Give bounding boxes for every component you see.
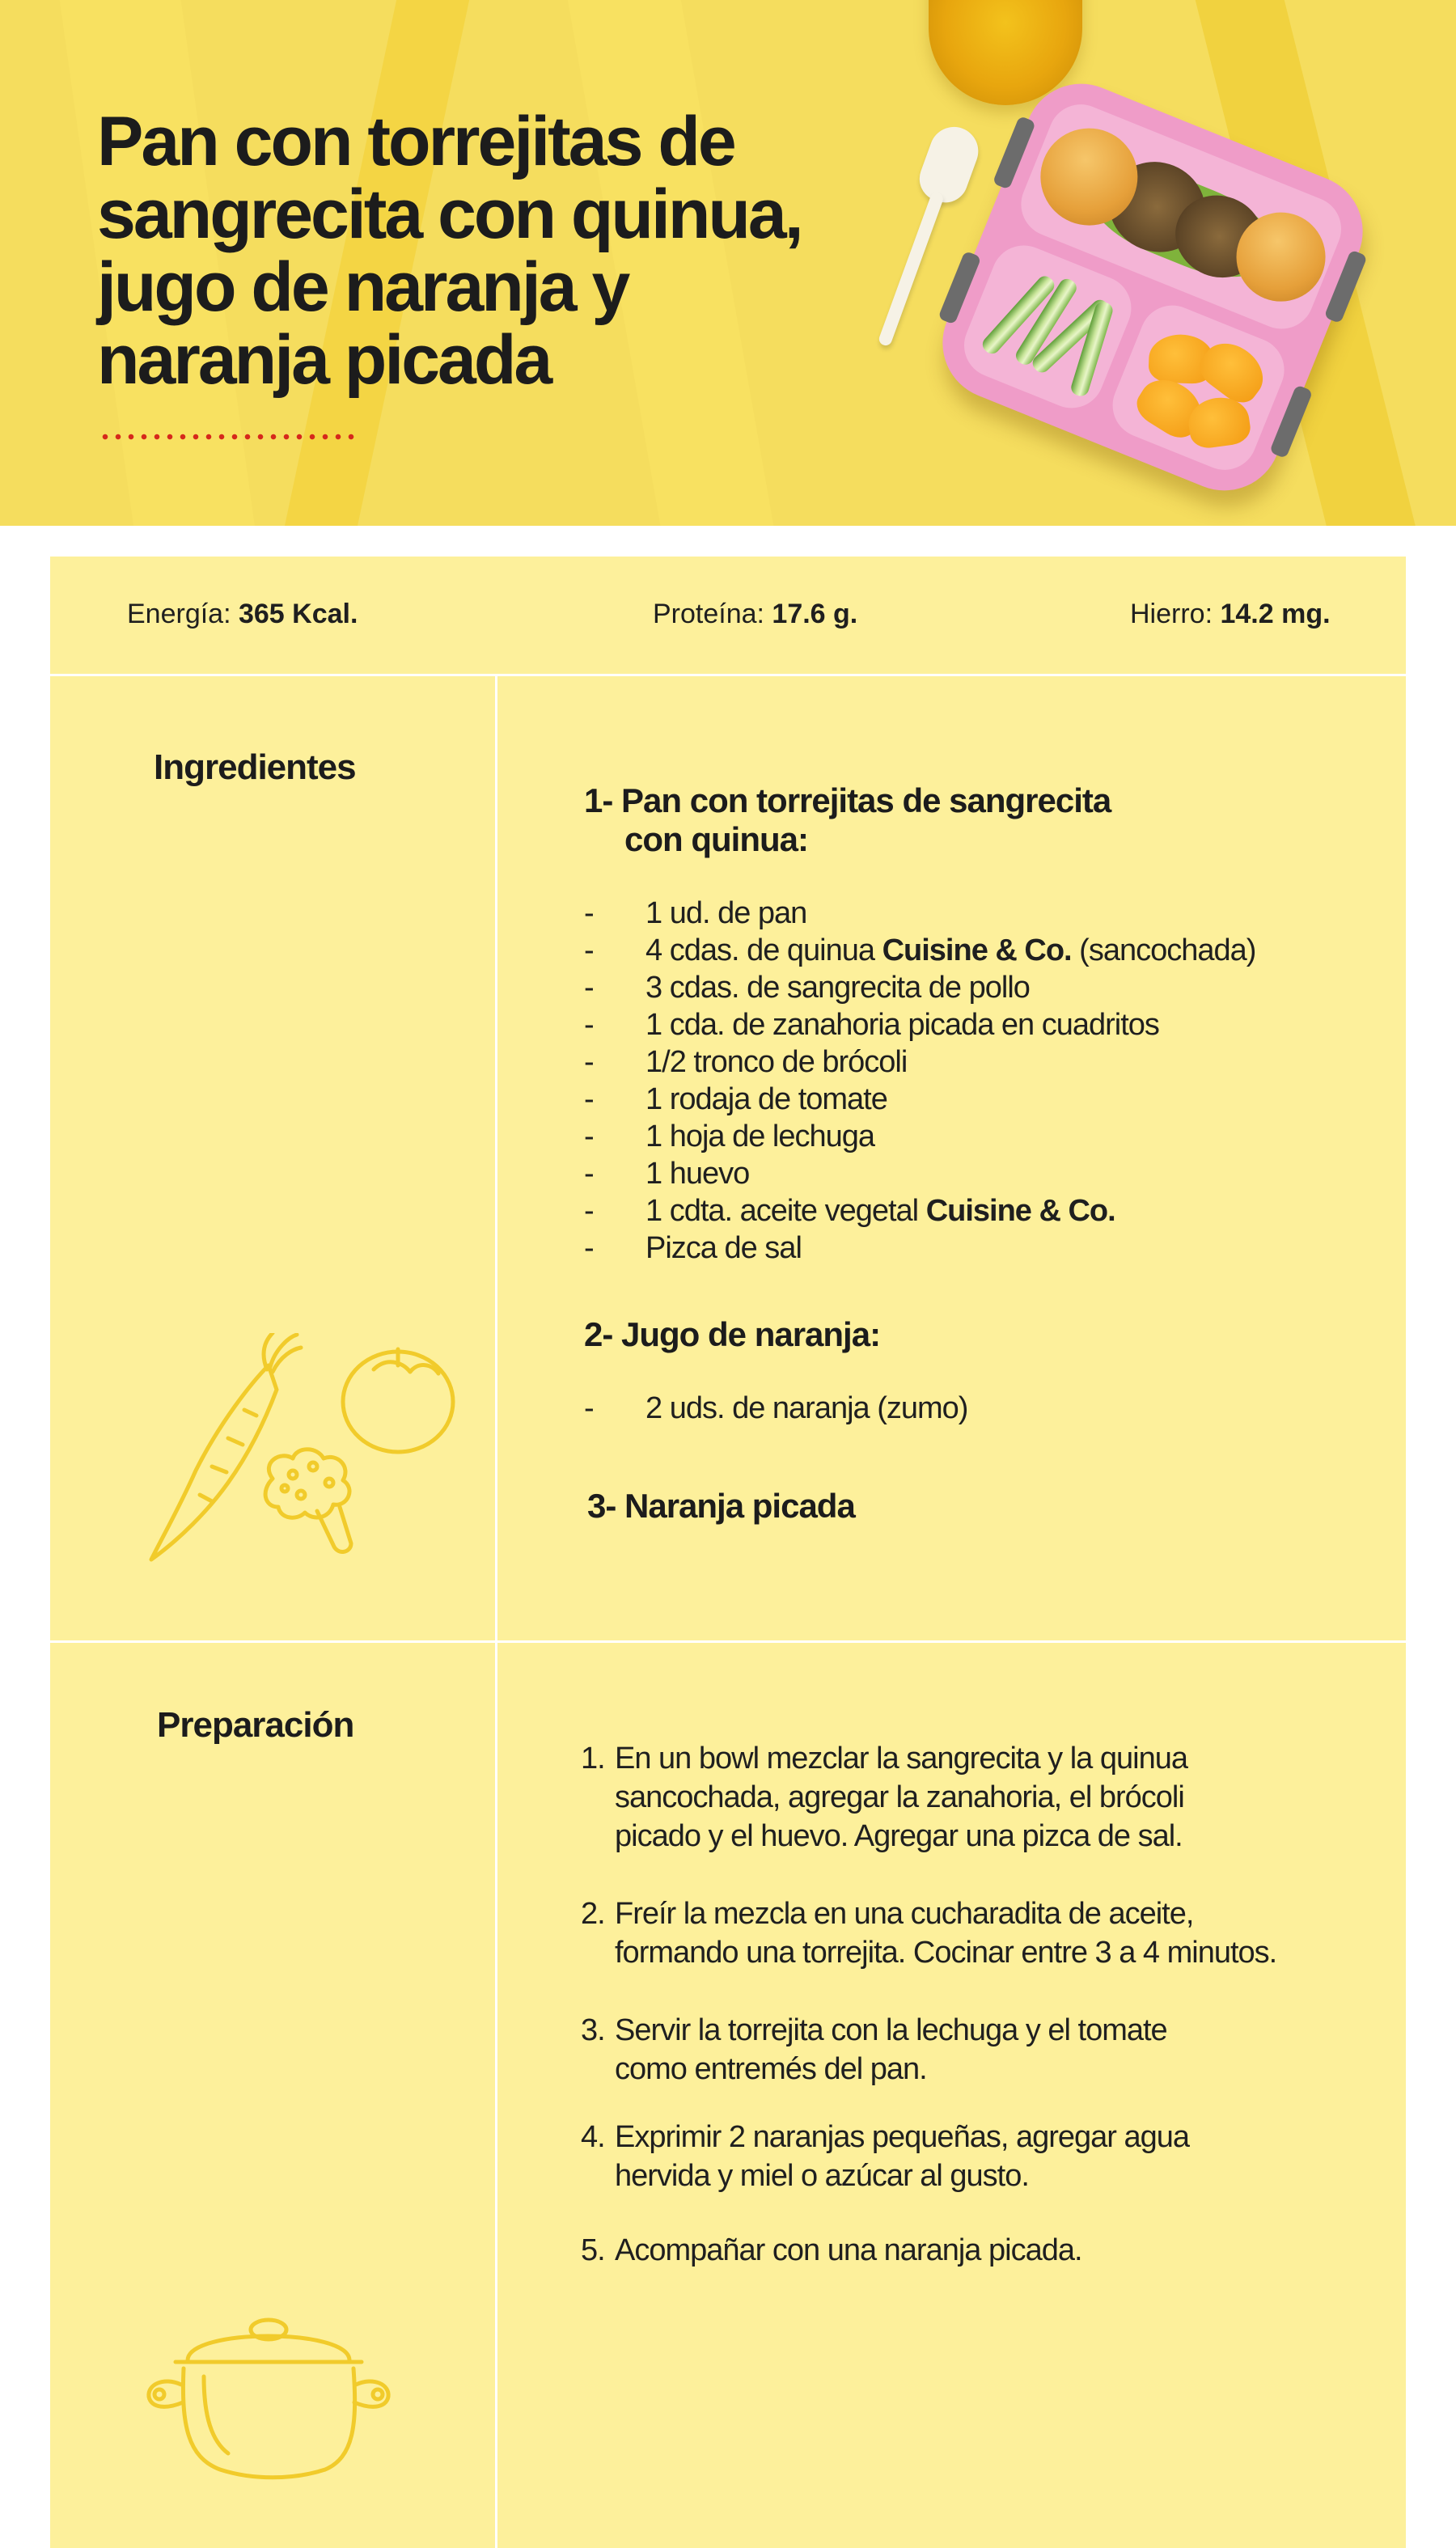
tomato-icon <box>343 1349 453 1452</box>
ingredient-list <box>584 1390 967 1427</box>
ingredient-group-title <box>584 781 1111 859</box>
vegetables-doodle <box>131 1333 471 1576</box>
preparation-step: 3. Servir la torrejita con la lechuga y el tomate como entremés del pan. <box>581 2013 1167 2086</box>
nutrition-label: Proteína: <box>653 599 772 629</box>
recipe-title: Pan con torrejitas de sangrecita con quinua, jugo de naranja y naranja picada <box>97 103 802 399</box>
preparation-steps <box>581 1739 1276 2270</box>
ingredient-list <box>584 895 1255 1267</box>
preparation-step: 1. En un bowl mezclar la sangrecita y la quinua sancochada, agregar la zanahoria, el brócoli picado y el huevo. Agregar una pizca de sal. <box>581 1742 1187 1853</box>
nutrition-value: 14.2 mg. <box>1220 599 1331 629</box>
ingredient-item: - 1 rodaja de tomate <box>584 1082 887 1116</box>
ingredient-item: - 1/2 tronco de brócoli <box>584 1045 908 1079</box>
nutrition-protein <box>653 599 857 630</box>
group-title-line: 1- Pan con torrejitas de sangrecita <box>584 781 1111 819</box>
nutrition-label: Energía: <box>127 599 239 629</box>
nutrition-value: 17.6 g. <box>772 599 858 629</box>
broccoli-icon <box>265 1450 351 1552</box>
nutrition-energy <box>127 599 358 630</box>
ingredient-item: - 1 hoja de lechuga <box>584 1120 875 1153</box>
section-divider <box>50 1640 1406 1643</box>
ingredient-group-title: 2- Jugo de naranja: <box>584 1315 881 1353</box>
nutrition-value: 365 Kcal. <box>238 599 358 629</box>
ingredient-item: - 1 cdta. aceite vegetal Cuisine & Co. <box>584 1194 1115 1228</box>
ingredient-item: - Pizca de sal <box>584 1231 802 1265</box>
ingredients-heading: Ingredientes <box>154 747 356 787</box>
column-divider <box>495 676 497 2548</box>
ingredient-item: - 1 cda. de zanahoria picada en cuadritos <box>584 1008 1159 1042</box>
recipe-card <box>50 557 1406 2548</box>
ingredient-item: - 4 cdas. de quinua Cuisine & Co. (sancochada) <box>584 933 1256 967</box>
pot-icon <box>131 2296 406 2490</box>
preparation-heading: Preparación <box>157 1705 354 1745</box>
ingredient-item: - 1 ud. de pan <box>584 896 807 930</box>
dotted-divider <box>99 434 358 440</box>
nutrition-label: Hierro: <box>1130 599 1221 629</box>
ingredient-item: - 2 uds. de naranja (zumo) <box>584 1391 968 1425</box>
ingredient-item: - 3 cdas. de sangrecita de pollo <box>584 971 1030 1005</box>
group-title-line: con quinua: <box>624 820 808 858</box>
ingredient-group-title: 3- Naranja picada <box>587 1487 855 1525</box>
hero-banner <box>0 0 1456 526</box>
preparation-step: 5. Acompañar con una naranja picada. <box>581 2233 1082 2267</box>
preparation-step: 4. Exprimir 2 naranjas pequeñas, agregar agua hervida y miel o azúcar al gusto. <box>581 2120 1190 2193</box>
nutrition-iron <box>1130 599 1331 630</box>
preparation-step: 2. Freír la mezcla en una cucharadita de aceite, formando una torrejita. Cocinar entre 3 a 4 minutos. <box>581 1897 1277 1970</box>
carrot-icon <box>151 1333 301 1560</box>
ingredient-item: - 1 huevo <box>584 1157 750 1191</box>
nutrition-bar <box>50 557 1406 676</box>
